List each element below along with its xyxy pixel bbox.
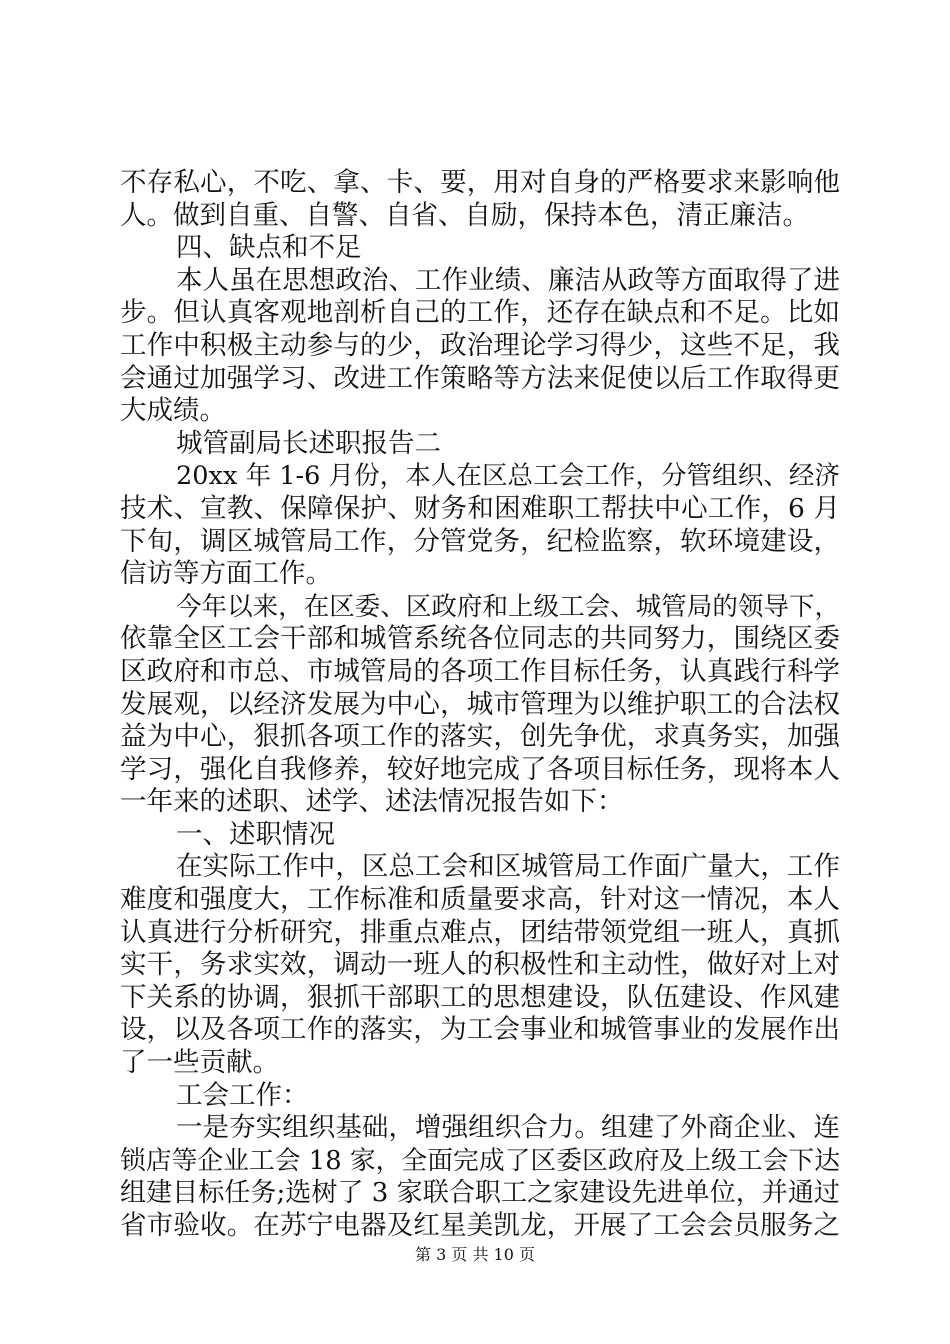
- text-line: 一年来的述职、述学、述法情况报告如下：: [120, 786, 624, 818]
- text-line: 下旬，调区城管局工作，分管党务，纪检监察，软环境建设，: [120, 525, 840, 557]
- text-line: 锁店等企业工会 18 家，全面完成了区委区政府及上级工会下达: [120, 1145, 840, 1176]
- text-line: 本人虽在思想政治、工作业绩、廉洁从政等方面取得了进: [176, 264, 840, 296]
- text-line: 省市验收。在苏宁电器及红星美凯龙，开展了工会会员服务之: [120, 1210, 840, 1241]
- text-line: 了一些贡献。: [120, 1047, 279, 1079]
- text-line: 学习，强化自我修养，较好地完成了各项目标任务，现将本人: [120, 753, 840, 785]
- text-line: 不存私心，不吃、拿、卡、要，用对自身的严格要求来影响他: [120, 167, 840, 198]
- text-line: 一是夯实组织基础，增强组织合力。组建了外商企业、连: [176, 1112, 840, 1144]
- text-line: 信访等方面工作。: [120, 558, 332, 590]
- text-line: 工作中积极主动参与的少，政治理论学习得少，这些不足，我: [120, 329, 840, 361]
- text-line: 一、述职情况: [176, 818, 335, 850]
- text-line: 今年以来，在区委、区政府和上级工会、城管局的领导下，: [176, 591, 840, 622]
- text-line: 技术、宣教、保障保护、财务和困难职工帮扶中心工作，6 月: [120, 492, 840, 524]
- text-line: 工会工作：: [176, 1079, 309, 1111]
- text-line: 益为中心，狠抓各项工作的落实，创先争优，求真务实，加强: [120, 721, 840, 753]
- text-line: 四、缺点和不足: [176, 232, 362, 264]
- document-body: [120, 167, 840, 1243]
- page-footer: 第 3 页 共 10 页: [415, 1245, 535, 1264]
- text-line: 组建目标任务;选树了 3 家联合职工之家建设先进单位，并通过: [120, 1178, 840, 1209]
- text-line: 20xx 年 1-6 月份，本人在区总工会工作，分管组织、经济: [176, 461, 840, 492]
- text-line: 实干，务求实效，调动一班人的积极性和主动性，做好对上对: [120, 949, 840, 981]
- text-line: 区政府和市总、市城管局的各项工作目标任务，认真践行科学: [120, 655, 840, 687]
- text-line: 步。但认真客观地剖析自己的工作，还存在缺点和不足。比如: [120, 297, 840, 329]
- text-line: 会通过加强学习、改进工作策略等方法来促使以后工作取得更: [120, 362, 840, 394]
- text-line: 难度和强度大，工作标准和质量要求高，针对这一情况，本人: [120, 884, 840, 916]
- text-line: 依靠全区工会干部和城管系统各位同志的共同努力，围绕区委: [120, 623, 840, 655]
- text-line: 设，以及各项工作的落实，为工会事业和城管事业的发展作出: [120, 1014, 840, 1046]
- text-line: 认真进行分析研究，排重点难点，团结带领党组一班人，真抓: [120, 916, 840, 948]
- text-line: 发展观，以经济发展为中心，城市管理为以维护职工的合法权: [120, 688, 840, 720]
- text-line: 大成绩。: [120, 395, 226, 427]
- text-line: 下关系的协调，狠抓干部职工的思想建设，队伍建设、作风建: [120, 981, 840, 1013]
- text-line: 城管副局长述职报告二: [176, 427, 441, 459]
- text-line: 人。做到自重、自警、自省、自励，保持本色，清正廉洁。: [120, 199, 809, 231]
- text-line: 在实际工作中，区总工会和区城管局工作面广量大，工作: [176, 851, 840, 883]
